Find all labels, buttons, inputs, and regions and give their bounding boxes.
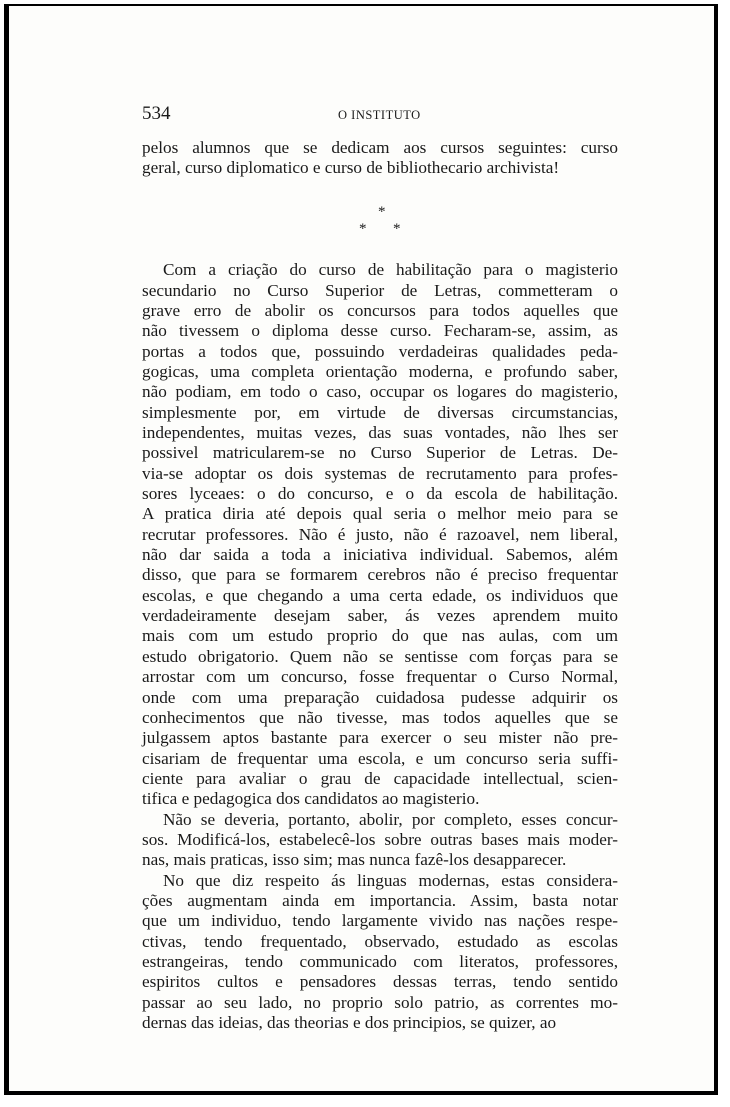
body-text [142,138,618,1033]
page-header [142,103,612,127]
text-line: conhecimentos que não tivesse, mas todos aquelles que se [142,707,618,727]
text-line: onde com uma preparação cuidadosa pudesse adquirir os [142,687,618,707]
paragraph [142,810,618,871]
text-line: ctivas, tendo frequentado, observado, estudado as escolas [142,931,618,951]
text-line: arrostar com um concurso, fosse frequentar o Curso Normal, [142,667,618,687]
text-line: No que diz respeito ás linguas modernas, estas considera- [163,870,618,890]
text-line: independentes, muitas vezes, das suas vontades, não lhes ser [142,423,618,443]
asterism-star: * [393,221,401,237]
text-line: portas a todos que, possuindo verdadeiras qualidades peda- [142,341,618,361]
text-line: não dar saida a toda a iniciativa individual. Sabemos, além [142,545,618,565]
text-line: tifica e pedagogica dos candidatos ao magisterio. [142,789,480,809]
text-line: disso, que para se formarem cerebros não é preciso frequentar [142,565,618,585]
text-line: geral, curso diplomatico e curso de bibliothecario archivista! [142,158,560,178]
text-line: grave erro de abolir os concursos para todos aquelles que [142,300,618,320]
text-line: possivel matricularem-se no Curso Superior de Letras. De- [142,443,618,463]
text-line: cisariam de frequentar uma escola, e um concurso seria suffi- [142,748,618,768]
text-line: que um individuo, tendo largamente vivido nas nações respe- [142,911,618,931]
page-number: 534 [142,103,171,124]
paragraph [142,138,618,179]
asterism-star: * [378,204,386,220]
text-line: estrangeiras, tendo communicado com literatos, professores, [142,951,618,971]
text-line: nas, mais praticas, isso sim; mas nunca fazê-los desapparecer. [142,850,567,870]
asterism-star: * [359,221,367,237]
text-line: dernas das ideias, das theorias e dos principios, se quizer, ao [142,1013,557,1032]
text-line: Não se deveria, portanto, abolir, por completo, esses concur- [163,809,618,829]
paragraph [142,260,618,809]
text-line: via-se adoptar os dois systemas de recrutamento para profes- [142,463,618,483]
text-line: A pratica diria até depois qual seria o melhor meio para se [142,504,618,524]
text-line: mais com um estudo proprio do que nas aulas, com um [142,626,618,646]
paragraph [142,871,618,1034]
text-line: julgassem aptos bastante para exercer o seu mister não pre- [142,728,618,748]
text-line: recrutar professores. Não é justo, não é razoavel, nem liberal, [142,524,618,544]
text-line: pelos alumnos que se dedicam aos cursos seguintes: curso [142,138,618,157]
text-line: sos. Modificá-los, estabelecê-los sobre outras bases mais moder- [142,829,618,849]
text-line: não podiam, em todo o caso, occupar os logares do magisterio, [142,382,618,402]
text-line: secundario no Curso Superior de Letras, commetteram o [142,280,618,300]
text-line: verdadeiramente desejam saber, ás vezes aprendem muito [142,606,618,626]
text-line: ções augmentam ainda em importancia. Assim, basta notar [142,890,618,910]
text-line: espiritos cultos e pensadores dessas terras, tendo sentido [142,972,618,992]
text-line: sores lyceaes: o do concurso, e o da escola de habilitação. [142,484,618,504]
text-line: ciente para avaliar o grau de capacidade intellectual, scien- [142,768,618,788]
text-line: escolas, e que chegando a uma certa edade, os individuos que [142,585,618,605]
text-line: simplesmente por, em virtude de diversas circumstancias, [142,402,618,422]
text-line: passar ao seu lado, no proprio solo patrio, as correntes mo- [142,992,618,1012]
text-line: gogicas, uma completa orientação moderna, e profundo saber, [142,362,618,381]
text-line: Com a criação do curso de habilitação para o magisterio [163,260,618,280]
running-title: O INSTITUTO [338,108,421,122]
text-line: estudo obrigatorio. Quem não se sentisse com forças para se [142,646,618,666]
text-line: não tivessem o diploma desse curso. Fecharam-se, assim, as [142,321,618,341]
